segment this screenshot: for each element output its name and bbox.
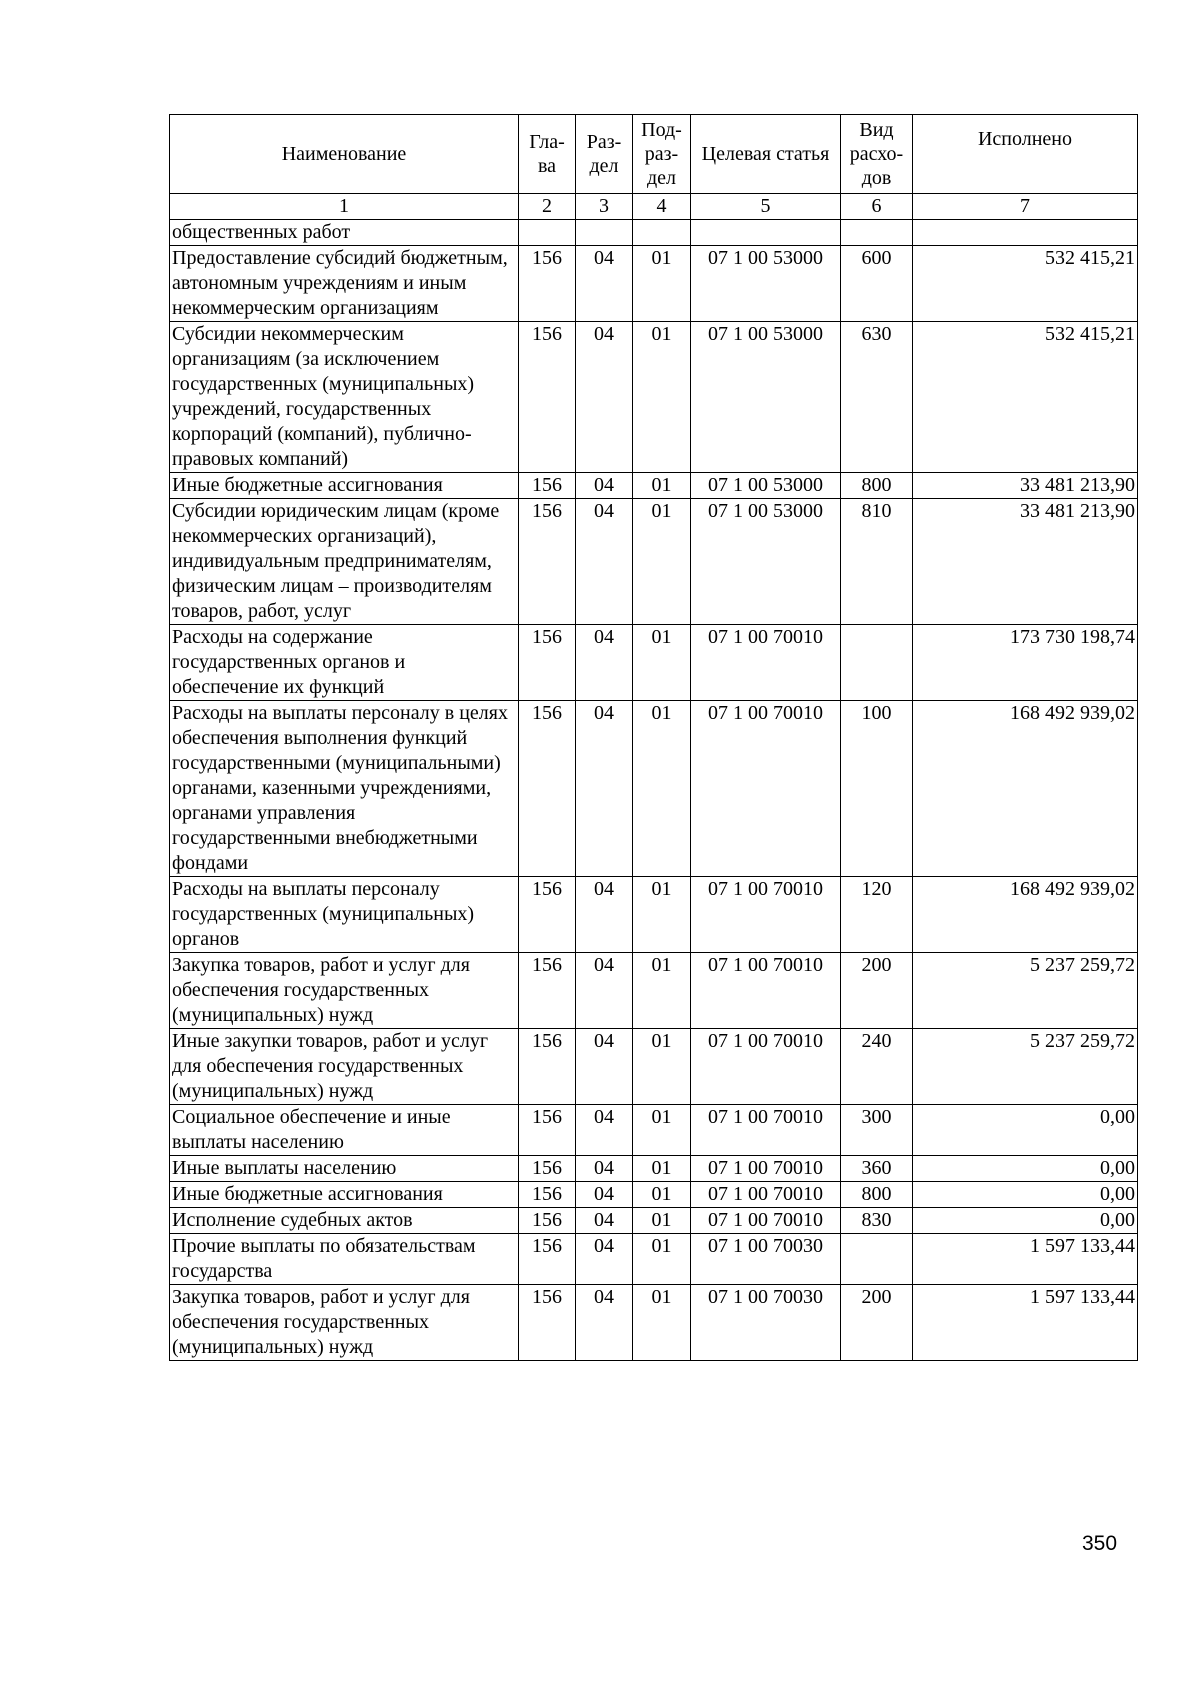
- column-number: 4: [633, 194, 691, 220]
- row-podrazdel: 01: [633, 1105, 691, 1156]
- row-executed-amount: 0,00: [913, 1182, 1138, 1208]
- table-row: [170, 1029, 1138, 1105]
- row-name: Расходы на содержание государственных органов и обеспечение их функций: [170, 625, 519, 701]
- row-target-article: 07 1 00 70010: [691, 625, 841, 701]
- row-executed-amount: 0,00: [913, 1156, 1138, 1182]
- row-executed-amount: 33 481 213,90: [913, 473, 1138, 499]
- row-name: общественных работ: [170, 220, 519, 246]
- table-row: [170, 1208, 1138, 1234]
- row-razdel: 04: [576, 1182, 633, 1208]
- row-name: Иные бюджетные ассигнования: [170, 1182, 519, 1208]
- row-glava: 156: [519, 322, 576, 473]
- row-executed-amount: 5 237 259,72: [913, 1029, 1138, 1105]
- row-podrazdel: 01: [633, 1156, 691, 1182]
- column-number: 7: [913, 194, 1138, 220]
- row-podrazdel: 01: [633, 1182, 691, 1208]
- row-razdel: [576, 220, 633, 246]
- column-number: 2: [519, 194, 576, 220]
- row-glava: 156: [519, 1285, 576, 1361]
- row-expense-type: 360: [841, 1156, 913, 1182]
- row-glava: 156: [519, 1182, 576, 1208]
- row-podrazdel: 01: [633, 625, 691, 701]
- table-row: [170, 246, 1138, 322]
- row-razdel: 04: [576, 322, 633, 473]
- row-executed-amount: 173 730 198,74: [913, 625, 1138, 701]
- row-executed-amount: 0,00: [913, 1208, 1138, 1234]
- row-target-article: 07 1 00 53000: [691, 246, 841, 322]
- row-executed-amount: 1 597 133,44: [913, 1234, 1138, 1285]
- row-expense-type: 830: [841, 1208, 913, 1234]
- table-row: [170, 1156, 1138, 1182]
- row-podrazdel: 01: [633, 953, 691, 1029]
- row-glava: 156: [519, 1208, 576, 1234]
- row-glava: 156: [519, 701, 576, 877]
- row-name: Иные выплаты населению: [170, 1156, 519, 1182]
- header-razdel: Раз- дел: [576, 115, 633, 194]
- row-podrazdel: 01: [633, 1234, 691, 1285]
- table-body: [170, 220, 1138, 1361]
- row-executed-amount: 532 415,21: [913, 322, 1138, 473]
- row-expense-type: 800: [841, 1182, 913, 1208]
- table-row: [170, 1234, 1138, 1285]
- row-expense-type: 100: [841, 701, 913, 877]
- row-name: Исполнение судебных актов: [170, 1208, 519, 1234]
- row-razdel: 04: [576, 1156, 633, 1182]
- row-glava: 156: [519, 625, 576, 701]
- row-name: Социальное обеспечение и иные выплаты населению: [170, 1105, 519, 1156]
- column-number: 6: [841, 194, 913, 220]
- table-row: [170, 220, 1138, 246]
- row-razdel: 04: [576, 877, 633, 953]
- row-glava: 156: [519, 1234, 576, 1285]
- row-executed-amount: 532 415,21: [913, 246, 1138, 322]
- row-expense-type: 120: [841, 877, 913, 953]
- row-executed-amount: 0,00: [913, 1105, 1138, 1156]
- table-header-row: [170, 115, 1138, 194]
- row-expense-type: 240: [841, 1029, 913, 1105]
- table-row: [170, 625, 1138, 701]
- row-razdel: 04: [576, 1208, 633, 1234]
- row-expense-type: 630: [841, 322, 913, 473]
- column-number: 3: [576, 194, 633, 220]
- row-executed-amount: 5 237 259,72: [913, 953, 1138, 1029]
- row-glava: 156: [519, 877, 576, 953]
- row-name: Закупка товаров, работ и услуг для обеспечения государственных (муниципальных) нужд: [170, 953, 519, 1029]
- row-target-article: 07 1 00 70010: [691, 701, 841, 877]
- row-expense-type: 200: [841, 953, 913, 1029]
- header-article: Целевая статья: [691, 115, 841, 194]
- row-glava: 156: [519, 1156, 576, 1182]
- row-glava: 156: [519, 953, 576, 1029]
- row-executed-amount: 1 597 133,44: [913, 1285, 1138, 1361]
- row-podrazdel: 01: [633, 1208, 691, 1234]
- row-expense-type: 800: [841, 473, 913, 499]
- row-target-article: 07 1 00 53000: [691, 473, 841, 499]
- table-row: [170, 322, 1138, 473]
- header-glava: Гла- ва: [519, 115, 576, 194]
- row-podrazdel: 01: [633, 701, 691, 877]
- row-glava: [519, 220, 576, 246]
- row-glava: 156: [519, 473, 576, 499]
- row-name: Субсидии юридическим лицам (кроме некоммерческих организаций), индивидуальным предпринимателям, физическим лицам – производителям товаров, работ, услуг: [170, 499, 519, 625]
- row-glava: 156: [519, 499, 576, 625]
- row-podrazdel: 01: [633, 322, 691, 473]
- row-podrazdel: 01: [633, 246, 691, 322]
- row-razdel: 04: [576, 625, 633, 701]
- row-podrazdel: 01: [633, 473, 691, 499]
- row-target-article: 07 1 00 70010: [691, 1156, 841, 1182]
- column-number: 5: [691, 194, 841, 220]
- header-name: Наименование: [170, 115, 519, 194]
- table-row: [170, 473, 1138, 499]
- budget-execution-table: [169, 114, 1138, 1361]
- row-target-article: 07 1 00 53000: [691, 499, 841, 625]
- header-amount: Исполнено: [913, 115, 1138, 194]
- row-glava: 156: [519, 246, 576, 322]
- row-podrazdel: [633, 220, 691, 246]
- row-razdel: 04: [576, 1234, 633, 1285]
- header-vid: Вид расхо- дов: [841, 115, 913, 194]
- row-name: Закупка товаров, работ и услуг для обеспечения государственных (муниципальных) нужд: [170, 1285, 519, 1361]
- row-podrazdel: 01: [633, 1285, 691, 1361]
- page-number: 350: [1082, 1532, 1118, 1555]
- row-razdel: 04: [576, 499, 633, 625]
- table-row: [170, 877, 1138, 953]
- table-row: [170, 953, 1138, 1029]
- row-target-article: 07 1 00 70010: [691, 1105, 841, 1156]
- row-razdel: 04: [576, 701, 633, 877]
- row-glava: 156: [519, 1029, 576, 1105]
- row-razdel: 04: [576, 473, 633, 499]
- row-target-article: 07 1 00 70010: [691, 1208, 841, 1234]
- row-name: Иные бюджетные ассигнования: [170, 473, 519, 499]
- row-razdel: 04: [576, 1029, 633, 1105]
- column-number: 1: [170, 194, 519, 220]
- row-razdel: 04: [576, 1105, 633, 1156]
- row-podrazdel: 01: [633, 1029, 691, 1105]
- row-name: Расходы на выплаты персоналу государственных (муниципальных) органов: [170, 877, 519, 953]
- row-name: Иные закупки товаров, работ и услуг для обеспечения государственных (муниципальных) нужд: [170, 1029, 519, 1105]
- row-executed-amount: 168 492 939,02: [913, 701, 1138, 877]
- row-target-article: 07 1 00 70030: [691, 1234, 841, 1285]
- row-target-article: 07 1 00 53000: [691, 322, 841, 473]
- row-expense-type: [841, 1234, 913, 1285]
- row-expense-type: [841, 220, 913, 246]
- row-expense-type: [841, 625, 913, 701]
- row-name: Расходы на выплаты персоналу в целях обеспечения выполнения функций государственными (муниципальными) органами, казенными учреждениями, органами управления государственными внебюджетными фондами: [170, 701, 519, 877]
- row-executed-amount: 33 481 213,90: [913, 499, 1138, 625]
- row-expense-type: 810: [841, 499, 913, 625]
- row-executed-amount: [913, 220, 1138, 246]
- row-executed-amount: 168 492 939,02: [913, 877, 1138, 953]
- row-podrazdel: 01: [633, 877, 691, 953]
- row-target-article: 07 1 00 70010: [691, 877, 841, 953]
- row-name: Субсидии некоммерческим организациям (за исключением государственных (муниципальных) учреждений, государственных корпораций (компаний), публично-правовых компаний): [170, 322, 519, 473]
- row-glava: 156: [519, 1105, 576, 1156]
- table-row: [170, 1105, 1138, 1156]
- table-row: [170, 1285, 1138, 1361]
- row-target-article: 07 1 00 70010: [691, 1182, 841, 1208]
- row-name: Предоставление субсидий бюджетным, автономным учреждениям и иным некоммерческим организациям: [170, 246, 519, 322]
- row-razdel: 04: [576, 1285, 633, 1361]
- table-row: [170, 499, 1138, 625]
- column-number-row: [170, 194, 1138, 220]
- table-row: [170, 701, 1138, 877]
- row-expense-type: 300: [841, 1105, 913, 1156]
- row-target-article: 07 1 00 70030: [691, 1285, 841, 1361]
- header-podrazdel: Под- раз- дел: [633, 115, 691, 194]
- table-row: [170, 1182, 1138, 1208]
- row-expense-type: 600: [841, 246, 913, 322]
- row-expense-type: 200: [841, 1285, 913, 1361]
- row-razdel: 04: [576, 246, 633, 322]
- row-target-article: 07 1 00 70010: [691, 1029, 841, 1105]
- row-target-article: 07 1 00 70010: [691, 953, 841, 1029]
- row-name: Прочие выплаты по обязательствам государства: [170, 1234, 519, 1285]
- row-target-article: [691, 220, 841, 246]
- row-podrazdel: 01: [633, 499, 691, 625]
- row-razdel: 04: [576, 953, 633, 1029]
